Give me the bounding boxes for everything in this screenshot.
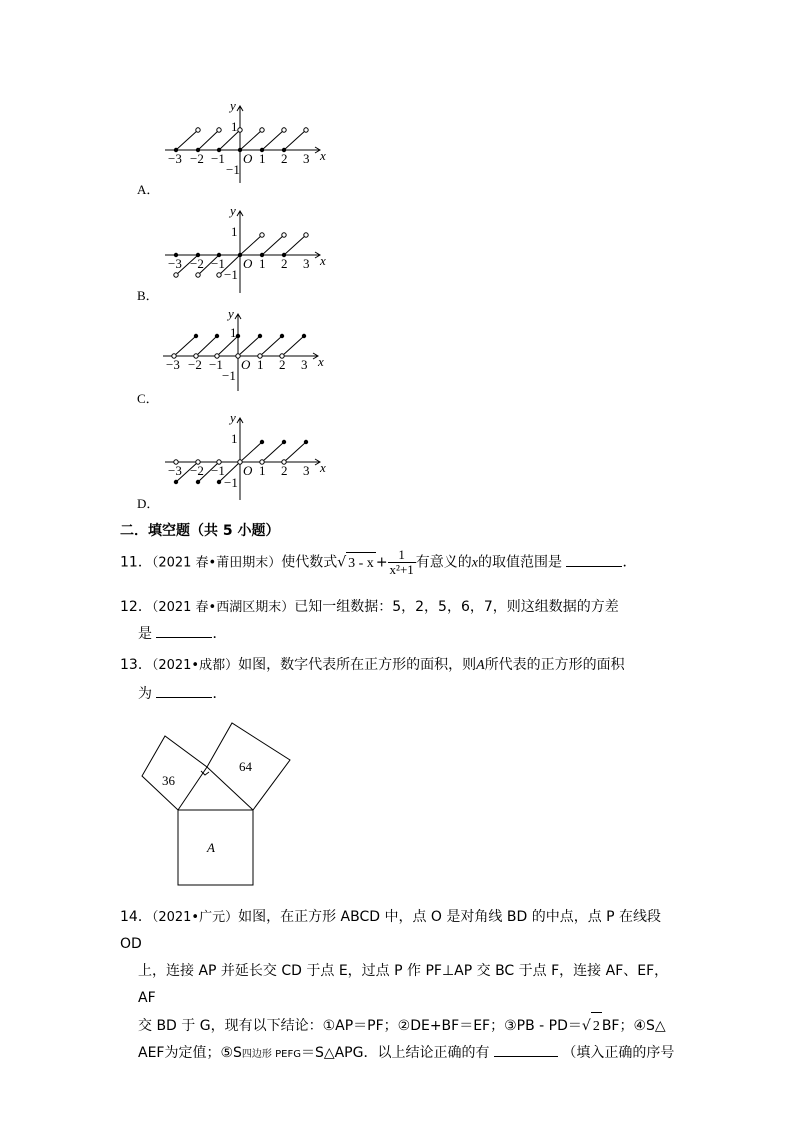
tick-label: −1 <box>209 357 223 372</box>
neg-one-label: −1 <box>222 368 236 383</box>
period: ． <box>212 686 227 702</box>
graph-a <box>160 98 330 188</box>
graph-b <box>160 203 330 298</box>
question-source: （2021 春•莆田期末） <box>151 555 282 571</box>
question-number: 12． <box>120 599 152 615</box>
question-text: 已知一组数据：5，2，5，6，7，则这组数据的方差 <box>294 599 619 615</box>
one-label: 1 <box>231 431 238 446</box>
tick-label: −3 <box>168 151 182 166</box>
question-text: 如图，数字代表所在正方形的面积，则 <box>238 657 477 673</box>
origin-label: O <box>243 256 253 271</box>
section-title: 二．填空题（共 5 小题） <box>120 523 280 539</box>
question-number: 11． <box>120 554 152 571</box>
neg-one-label: −1 <box>226 162 240 177</box>
question-text: BF；④S△ <box>601 1018 666 1034</box>
tick-label: 2 <box>281 256 288 271</box>
square-64-label: 64 <box>239 759 252 774</box>
tick-label: 1 <box>259 463 266 478</box>
x-label: x <box>318 354 324 369</box>
graph-d <box>160 410 330 505</box>
question-text: 上，连接 AP 并延长交 CD 于点 E，过点 P 作 PF⊥AP 交 BC 于点 F，连接 AF、EF，AF <box>138 963 669 1006</box>
tick-label: −3 <box>168 463 182 478</box>
neg-one-label: −1 <box>224 475 238 490</box>
tick-label: 3 <box>303 151 310 166</box>
origin-label: O <box>243 151 253 166</box>
y-label: y <box>230 203 236 218</box>
fraction-numerator: 1 <box>388 548 416 563</box>
x-label: x <box>320 253 326 268</box>
tick-label: −1 <box>211 256 225 271</box>
subscript: 四边形 PEFG <box>241 1049 301 1060</box>
square-a <box>178 810 253 885</box>
tick-label: 1 <box>259 151 266 166</box>
sqrt-icon: √ <box>337 554 347 571</box>
graph-c <box>158 306 328 396</box>
answer-blank[interactable] <box>566 552 622 567</box>
question-text: 交 BD 于 G，现有以下结论：①AP＝PF；②DE+BF＝EF；③PB - PD＝ <box>138 1018 582 1034</box>
question-13 <box>120 654 680 705</box>
tick-label: −2 <box>190 463 204 478</box>
tick-label: −2 <box>190 256 204 271</box>
tick-label: 1 <box>259 256 266 271</box>
option-c-label: C． <box>137 391 159 406</box>
answer-blank[interactable] <box>494 1042 558 1057</box>
question-text: 的取值范围是 <box>478 554 562 571</box>
tick-label: 2 <box>279 357 286 372</box>
question-text: 使代数式 <box>281 554 338 571</box>
one-label: 1 <box>230 325 237 340</box>
fraction-denominator: x²+1 <box>389 562 414 577</box>
question-text: 所代表的正方形的面积 <box>484 657 625 673</box>
tick-label: −1 <box>211 463 225 478</box>
origin-label: O <box>241 357 251 372</box>
question-text: 如图，在正方形 ABCD 中，点 O 是对角线 BD 的中点，点 P 在线段 OD <box>120 909 662 952</box>
question-text: AEF为定值；⑤S <box>138 1045 242 1061</box>
sqrt-expression: 2 <box>591 1012 602 1040</box>
answer-blank[interactable] <box>156 623 212 638</box>
sqrt-icon: √ <box>581 1018 591 1034</box>
question-text: 是 <box>138 626 152 642</box>
y-label: y <box>230 410 236 425</box>
question-11 <box>120 548 636 577</box>
square-a-label: A <box>207 840 215 855</box>
fraction <box>388 548 416 577</box>
question-14 <box>120 904 680 1068</box>
y-label: y <box>228 306 234 321</box>
tick-label: 3 <box>303 463 310 478</box>
question-text: ＝S△APG．以上结论正确的有 <box>300 1045 490 1061</box>
variable: A <box>476 658 485 673</box>
tick-label: −3 <box>166 357 180 372</box>
variable: x <box>471 555 478 571</box>
tick-label: 2 <box>281 151 288 166</box>
question-source: （2021•成都） <box>151 658 239 673</box>
one-label: 1 <box>231 119 238 134</box>
tick-label: 1 <box>257 357 264 372</box>
question-source: （2021•广元） <box>151 910 239 925</box>
sqrt-expression: 3 - x <box>346 552 376 575</box>
tick-label: 3 <box>303 256 310 271</box>
question-source: （2021 春•西湖区期末） <box>151 600 295 615</box>
question-12 <box>120 596 680 645</box>
graph-a-segments <box>176 130 306 150</box>
option-b-label: B． <box>137 288 159 303</box>
tick-label: −2 <box>190 151 204 166</box>
neg-one-label: −1 <box>224 267 238 282</box>
question-text: 有意义的 <box>415 554 472 571</box>
one-label: 1 <box>231 224 238 239</box>
answer-blank[interactable] <box>156 683 212 698</box>
option-a-label: A． <box>137 182 160 197</box>
origin-label: O <box>243 463 253 478</box>
y-label: y <box>230 98 236 113</box>
period: ． <box>622 554 637 571</box>
option-d-label: D． <box>137 496 160 511</box>
tick-label: 2 <box>281 463 288 478</box>
question-number: 14． <box>120 909 152 925</box>
tick-label: −2 <box>188 357 202 372</box>
tick-label: −3 <box>168 256 182 271</box>
question-text: 为 <box>138 686 152 702</box>
tick-label: −1 <box>211 151 225 166</box>
question-number: 13． <box>120 657 152 673</box>
x-label: x <box>320 460 326 475</box>
square-36-label: 36 <box>162 773 175 788</box>
pythagoras-squares-figure <box>135 715 300 895</box>
x-label: x <box>320 148 326 163</box>
tick-label: 3 <box>301 357 308 372</box>
period: ． <box>212 626 227 642</box>
question-text: （填入正确的序号 <box>562 1045 675 1061</box>
plus-sign: + <box>375 554 388 571</box>
